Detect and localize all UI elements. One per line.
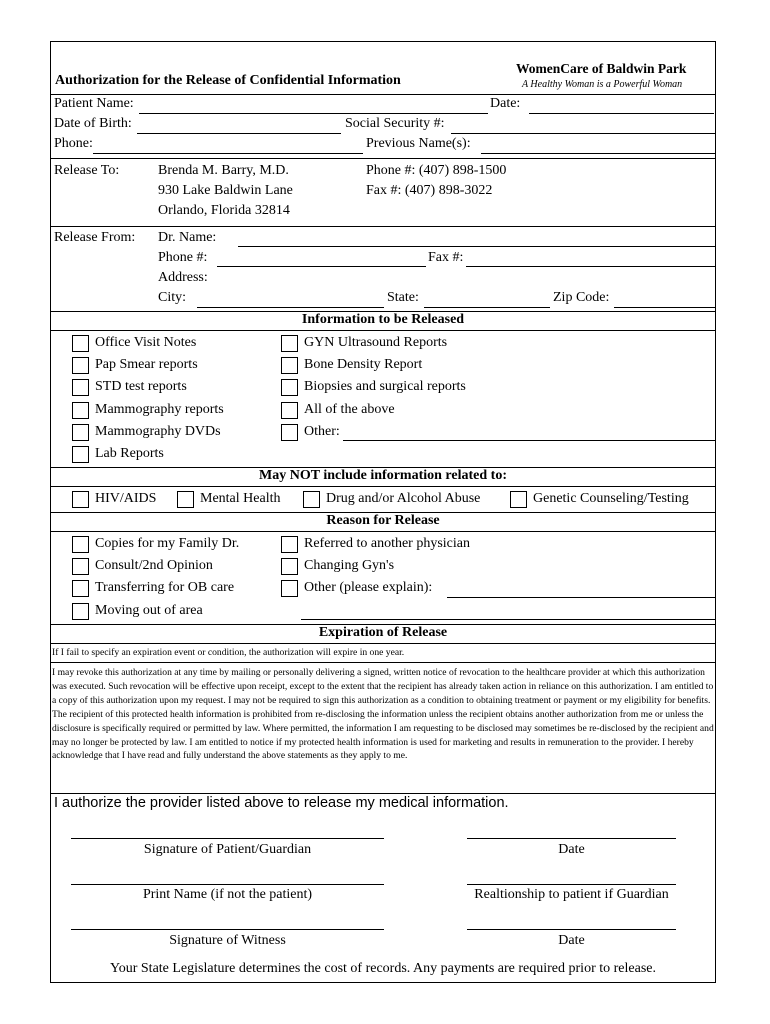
release-from-phone-label: Phone #:	[158, 250, 208, 265]
bone-density-checkbox[interactable]	[281, 357, 298, 374]
checkbox-label: Lab Reports	[95, 446, 164, 461]
ssn-field[interactable]	[451, 133, 715, 134]
relationship-label: Realtionship to patient if Guardian	[474, 887, 669, 902]
expiration-note: If I fail to specify an expiration event or condition, the authorization will expire in one year.	[52, 647, 405, 658]
divider	[51, 793, 715, 794]
pap-smear-checkbox[interactable]	[72, 357, 89, 374]
mental-health-checkbox[interactable]	[177, 491, 194, 508]
dr-name-field[interactable]	[238, 246, 715, 247]
print-name-line[interactable]	[71, 884, 384, 885]
checkbox-label: HIV/AIDS	[95, 491, 157, 506]
checkbox-label: All of the above	[304, 402, 395, 417]
checkbox-label: Genetic Counseling/Testing	[533, 491, 689, 506]
release-to-label: Release To:	[54, 163, 120, 178]
dr-name-label: Dr. Name:	[158, 230, 217, 245]
city-label: City:	[158, 290, 187, 305]
dob-label: Date of Birth:	[54, 116, 132, 131]
divider	[51, 94, 715, 95]
changing-gyn-checkbox[interactable]	[281, 558, 298, 575]
checkbox-label: Mental Health	[200, 491, 281, 506]
all-of-above-checkbox[interactable]	[281, 402, 298, 419]
checkbox-label: Mammography DVDs	[95, 424, 221, 439]
divider	[51, 662, 715, 663]
relationship-line[interactable]	[467, 884, 676, 885]
state-label: State:	[387, 290, 419, 305]
checkbox-label: Office Visit Notes	[95, 335, 197, 350]
divider	[51, 643, 715, 644]
practice-name: WomenCare of Baldwin Park	[516, 61, 687, 76]
consult-checkbox[interactable]	[72, 558, 89, 575]
date-line-1[interactable]	[467, 838, 676, 839]
zip-field[interactable]	[614, 307, 715, 308]
phone-field[interactable]	[93, 153, 363, 154]
dob-field[interactable]	[137, 133, 341, 134]
expiration-heading: Expiration of Release	[318, 625, 448, 640]
checkbox-label: STD test reports	[95, 379, 187, 394]
city-field[interactable]	[197, 307, 384, 308]
checkbox-label: Moving out of area	[95, 603, 203, 618]
patient-signature-label: Signature of Patient/Guardian	[143, 842, 312, 857]
gyn-ultrasound-checkbox[interactable]	[281, 335, 298, 352]
checkbox-label: Referred to another physician	[304, 536, 470, 551]
patient-name-field[interactable]	[139, 113, 488, 114]
date-line-2[interactable]	[467, 929, 676, 930]
checkbox-label: Biopsies and surgical reports	[304, 379, 466, 394]
divider	[51, 226, 715, 227]
lab-reports-checkbox[interactable]	[72, 446, 89, 463]
biopsies-checkbox[interactable]	[281, 379, 298, 396]
authorize-statement: I authorize the provider listed above to release my medical information.	[54, 795, 509, 811]
form-title: Authorization for the Release of Confidential Information	[55, 73, 401, 88]
exclusions-heading: May NOT include information related to:	[259, 468, 507, 483]
checkbox-label: Mammography reports	[95, 402, 224, 417]
date-label: Date:	[490, 96, 521, 111]
release-to-line: Orlando, Florida 32814	[158, 203, 290, 218]
std-test-checkbox[interactable]	[72, 379, 89, 396]
moving-checkbox[interactable]	[72, 603, 89, 620]
date-field[interactable]	[529, 113, 714, 114]
release-to-phone: Phone #: (407) 898-1500	[366, 163, 507, 178]
footer-note: Your State Legislature determines the cost of records. Any payments are required prior to release.	[110, 961, 656, 976]
checkbox-label: Transferring for OB care	[95, 580, 235, 595]
release-from-fax-field[interactable]	[466, 266, 715, 267]
other-reason-field[interactable]	[447, 597, 715, 598]
ssn-label: Social Security #:	[345, 116, 445, 131]
ob-care-checkbox[interactable]	[72, 580, 89, 597]
hiv-aids-checkbox[interactable]	[72, 491, 89, 508]
checkbox-label: Bone Density Report	[304, 357, 423, 372]
divider	[51, 158, 715, 159]
mammography-reports-checkbox[interactable]	[72, 402, 89, 419]
reason-heading: Reason for Release	[326, 513, 440, 528]
genetic-counseling-checkbox[interactable]	[510, 491, 527, 508]
release-to-line: Brenda M. Barry, M.D.	[158, 163, 289, 178]
checkbox-label: Consult/2nd Opinion	[95, 558, 213, 573]
date-label-2: Date	[558, 933, 585, 948]
address-label: Address:	[158, 270, 208, 285]
checkbox-label: Drug and/or Alcohol Abuse	[326, 491, 481, 506]
witness-signature-label: Signature of Witness	[169, 933, 286, 948]
previous-names-label: Previous Name(s):	[366, 136, 471, 151]
previous-names-field[interactable]	[481, 153, 715, 154]
phone-label: Phone:	[54, 136, 93, 151]
family-dr-checkbox[interactable]	[72, 536, 89, 553]
drug-alcohol-checkbox[interactable]	[303, 491, 320, 508]
print-name-label: Print Name (if not the patient)	[142, 887, 313, 902]
checkbox-label: Copies for my Family Dr.	[95, 536, 240, 551]
divider	[51, 531, 715, 532]
info-section-heading: Information to be Released	[301, 312, 465, 327]
release-from-phone-field[interactable]	[217, 266, 426, 267]
referred-checkbox[interactable]	[281, 536, 298, 553]
zip-label: Zip Code:	[553, 290, 610, 305]
release-to-line: 930 Lake Baldwin Lane	[158, 183, 293, 198]
office-visit-notes-checkbox[interactable]	[72, 335, 89, 352]
checkbox-label: Changing Gyn's	[304, 558, 395, 573]
patient-signature-line[interactable]	[71, 838, 384, 839]
divider	[51, 486, 715, 487]
state-field[interactable]	[424, 307, 550, 308]
checkbox-label: Other (please explain):	[304, 580, 433, 595]
other-reason-field-line2[interactable]	[301, 619, 715, 620]
witness-signature-line[interactable]	[71, 929, 384, 930]
checkbox-label: Other:	[304, 424, 340, 439]
other-info-checkbox[interactable]	[281, 424, 298, 441]
release-from-fax-label: Fax #:	[428, 250, 464, 265]
date-label-1: Date	[558, 842, 585, 857]
release-to-fax: Fax #: (407) 898-3022	[366, 183, 493, 198]
mammography-dvds-checkbox[interactable]	[72, 424, 89, 441]
revocation-paragraph: I may revoke this authorization at any time by mailing or personally delivering a signed, written notice of revocation to the healthcare provider at which this authorization was executed. Such revocation will be effective upon receipt, except to the extent that the recipient has already taken action in reliance on this authorization. I am entitled to a copy of this authorization upon my request. I may not be required to sign this authorization as a condition to obtaining treatment or payment or my eligibility for benefits. The recipient of this protected health information is prohibited from re-disclosing the information unless the recipient obtains another authorization from me or unless the disclosure is specifically required or permitted by law. Where permitted, the information I am requesting to be disclosed may sometimes be re-disclosed by the recipient and may no longer be protected by law. I am entitled to notice if my protected health information is used for marketing and results in remuneration to the provider. I hereby acknowledge that I have read and fully understand the above statements as they apply to me.	[52, 667, 714, 762]
release-from-label: Release From:	[54, 230, 136, 245]
divider	[51, 330, 715, 331]
checkbox-label: GYN Ultrasound Reports	[304, 335, 448, 350]
other-reason-checkbox[interactable]	[281, 580, 298, 597]
checkbox-label: Pap Smear reports	[95, 357, 198, 372]
patient-name-label: Patient Name:	[54, 96, 134, 111]
practice-tagline: A Healthy Woman is a Powerful Woman	[522, 79, 683, 90]
other-info-field[interactable]	[343, 440, 715, 441]
